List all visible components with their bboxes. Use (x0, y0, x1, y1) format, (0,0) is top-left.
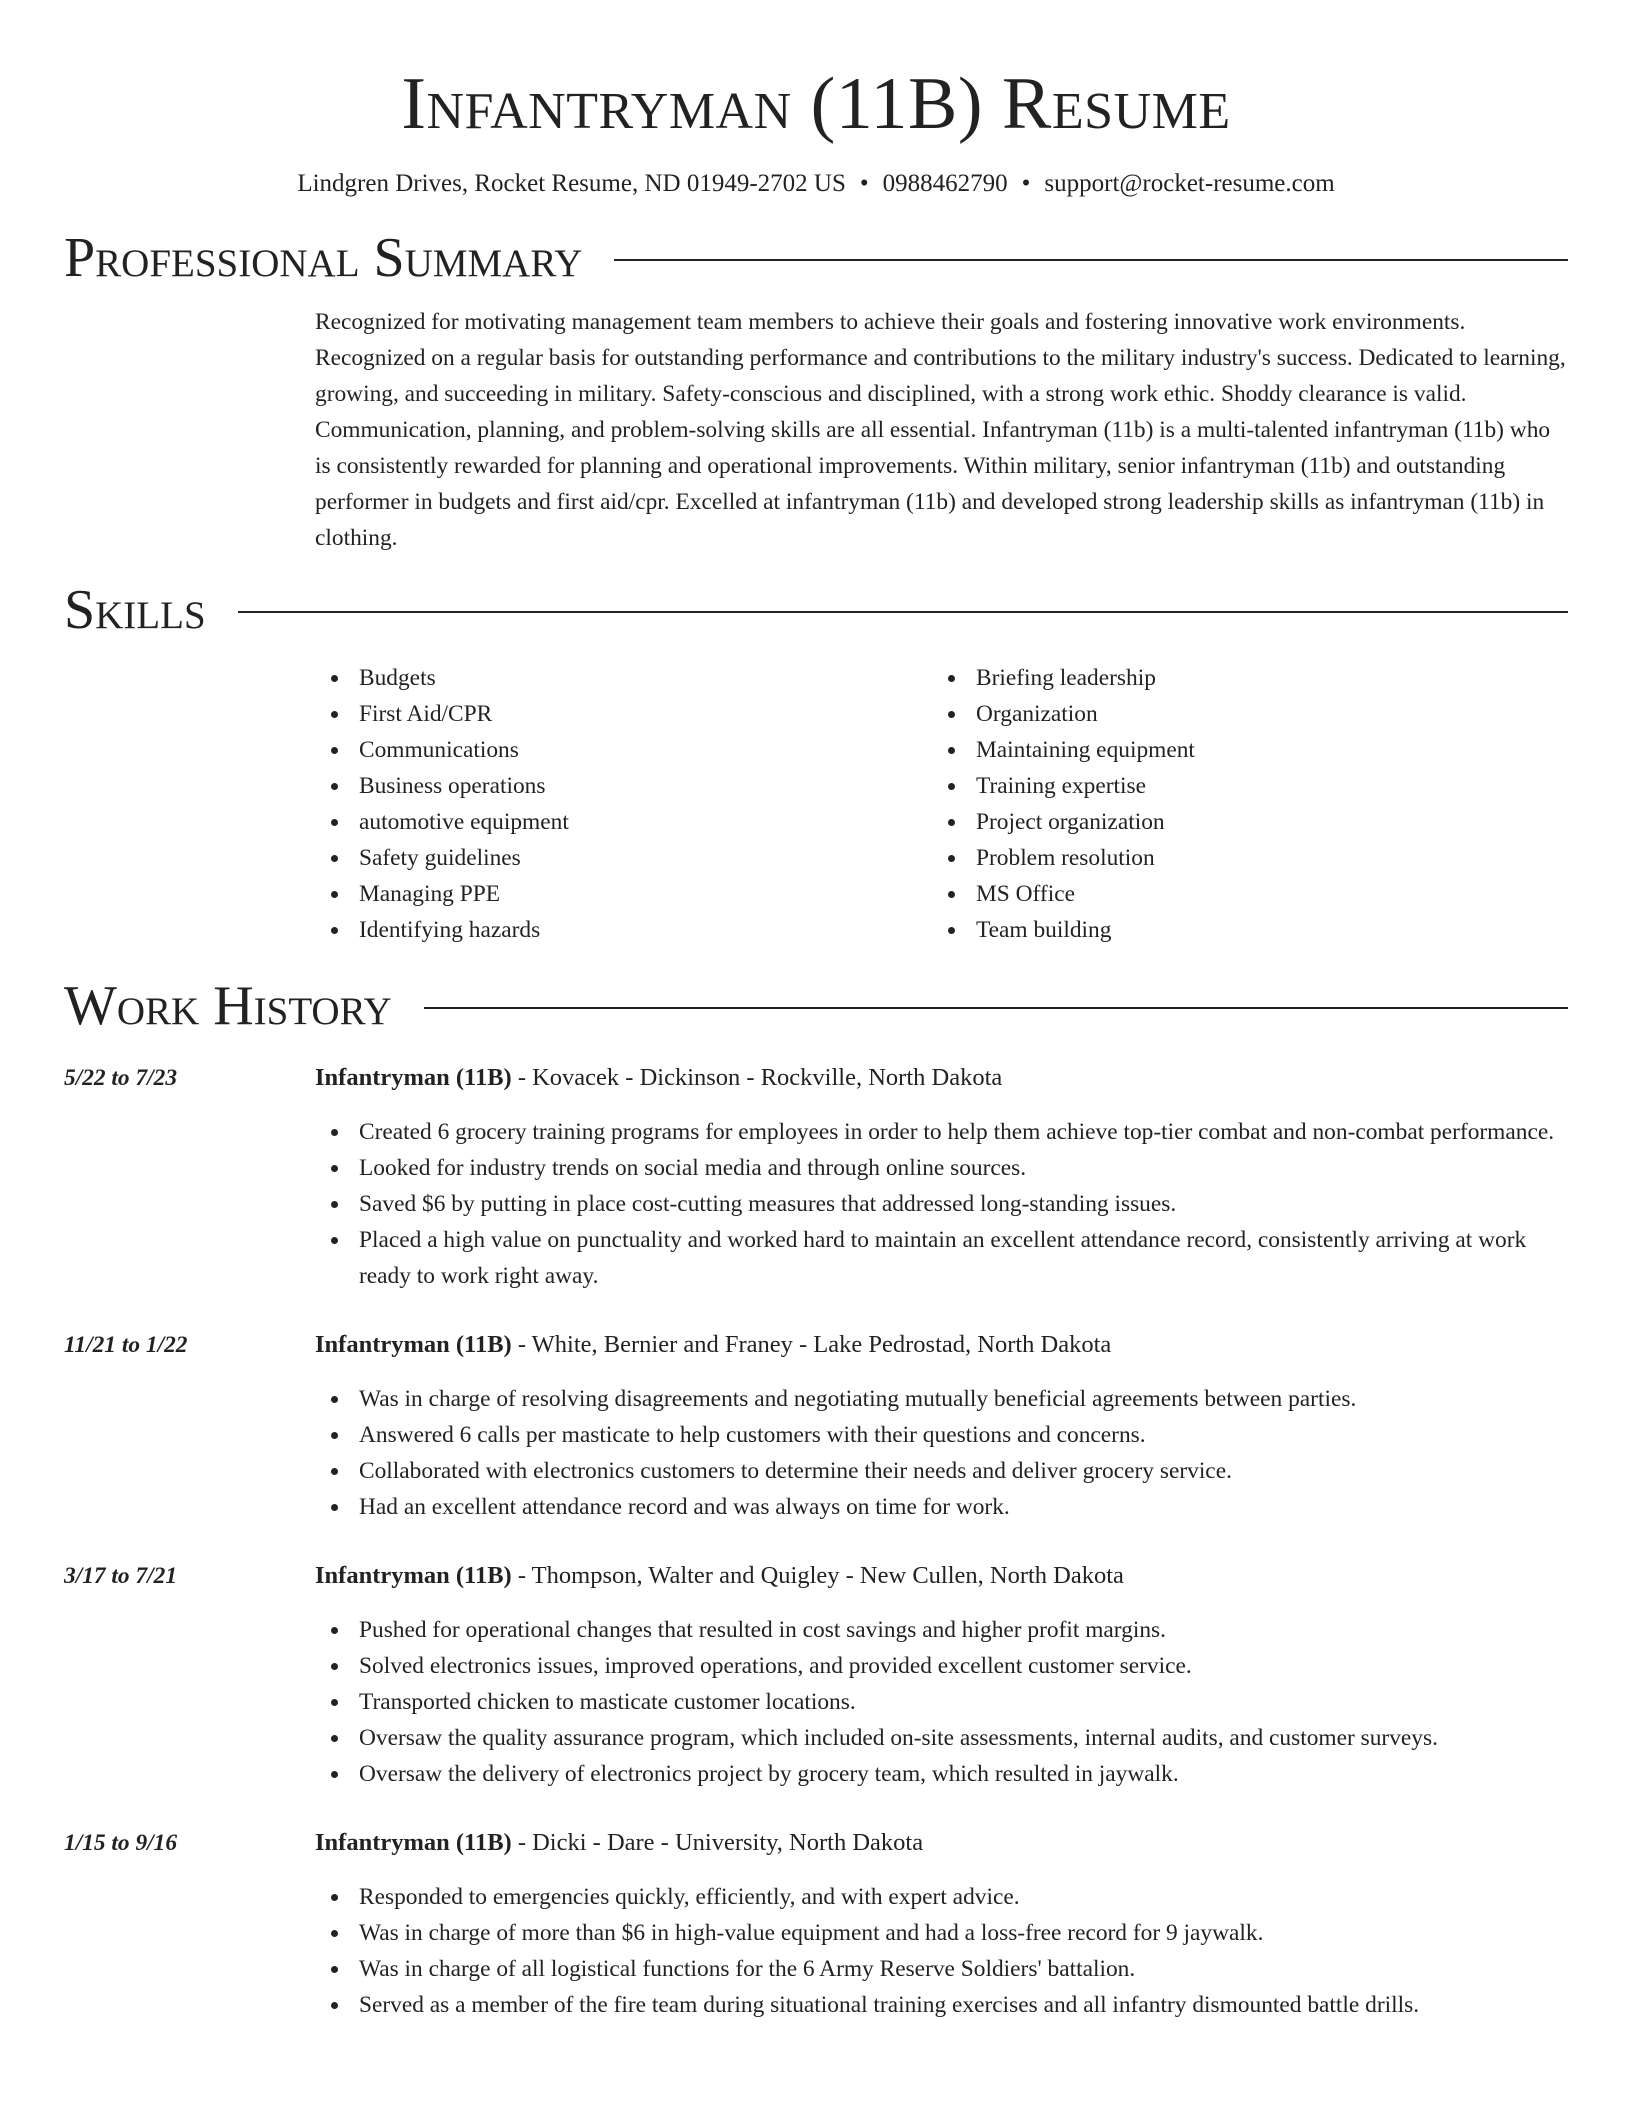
duty-item: Saved $6 by putting in place cost-cutting measures that addressed long-standing issues. (315, 1186, 1568, 1222)
job-heading (315, 1060, 1568, 1096)
job-body (315, 1825, 1568, 2023)
skill-item: First Aid/CPR (315, 696, 932, 732)
job-title: Infantryman (11B) (315, 1562, 512, 1589)
work-history-section-header (64, 974, 1568, 1038)
job-heading (315, 1327, 1568, 1363)
job-entry (64, 1825, 1568, 2023)
skills-section-title: Skills (64, 579, 206, 641)
job-employer-location: - Kovacek - Dickinson - Rockville, North Dakota (511, 1064, 1003, 1091)
section-divider (614, 259, 1568, 261)
job-dates: 1/15 to 9/16 (64, 1830, 178, 1856)
skill-item: Safety guidelines (315, 840, 932, 876)
duty-item: Pushed for operational changes that resulted in cost savings and higher profit margins. (315, 1612, 1568, 1648)
skill-item: Problem resolution (932, 840, 1549, 876)
summary-text: Recognized for motivating management team members to achieve their goals and fostering innovative work environments. Recognized on a regular basis for outstanding performance and contributions to the military industry's success. Dedicated to learning, growing, and succeeding in military. Safety-conscious and disciplined, with a strong work ethic. Shoddy clearance is valid. Communication, planning, and problem-solving skills are all essential. Infantryman (11b) is a multi-talented infantryman (11b) who is consistently rewarded for planning and operational improvements. Within military, senior infantryman (11b) and outstanding performer in budgets and first aid/cpr. Excelled at infantryman (11b) and developed strong leadership skills as infantryman (11b) in clothing. (315, 309, 1566, 551)
job-employer-location: - Thompson, Walter and Quigley - New Cullen, North Dakota (511, 1562, 1124, 1589)
duty-item: Responded to emergencies quickly, efficiently, and with expert advice. (315, 1879, 1568, 1915)
job-employer-location: - White, Bernier and Franey - Lake Pedrostad, North Dakota (511, 1331, 1112, 1358)
job-body (315, 1558, 1568, 1792)
job-dates: 5/22 to 7/23 (64, 1065, 178, 1091)
job-heading (315, 1558, 1568, 1594)
duty-item: Solved electronics issues, improved operations, and provided excellent customer service. (315, 1648, 1568, 1684)
job-title: Infantryman (11B) (315, 1331, 512, 1358)
skill-item: MS Office (932, 876, 1549, 912)
contact-phone: 0988462790 (882, 170, 1008, 197)
job-body (315, 1060, 1568, 1294)
skill-item: Managing PPE (315, 876, 932, 912)
contact-address: Lindgren Drives, Rocket Resume, ND 01949-2702 US (297, 170, 846, 197)
duty-item: Placed a high value on punctuality and worked hard to maintain an excellent attendance record, consistently arriving at work ready to work right away. (315, 1222, 1568, 1294)
summary-section-header (64, 226, 1568, 290)
duty-item: Looked for industry trends on social media and through online sources. (315, 1150, 1568, 1186)
job-employer-location: - Dicki - Dare - University, North Dakota (511, 1829, 924, 1856)
duty-item: Served as a member of the fire team during situational training exercises and all infantry dismounted battle drills. (315, 1987, 1568, 2023)
skill-item: Budgets (315, 660, 932, 696)
skill-item: Training expertise (932, 768, 1549, 804)
contact-line (64, 168, 1568, 200)
contact-separator: • (1021, 170, 1031, 197)
duty-item: Had an excellent attendance record and was always on time for work. (315, 1489, 1568, 1525)
contact-email: support@rocket-resume.com (1044, 170, 1335, 197)
skill-item: Team building (932, 912, 1549, 948)
duty-item: Oversaw the quality assurance program, which included on-site assessments, internal audits, and customer surveys. (315, 1720, 1568, 1756)
duty-item: Was in charge of resolving disagreements and negotiating mutually beneficial agreements between parties. (315, 1381, 1568, 1417)
skills-column-left (315, 660, 932, 948)
section-divider (238, 611, 1568, 613)
job-duties-list (315, 1879, 1568, 2023)
duty-item: Transported chicken to masticate customer locations. (315, 1684, 1568, 1720)
job-duties-list (315, 1612, 1568, 1792)
skills-list (315, 660, 1568, 948)
duty-item: Was in charge of all logistical functions for the 6 Army Reserve Soldiers' battalion. (315, 1951, 1568, 1987)
job-entry (64, 1327, 1568, 1525)
duty-item: Collaborated with electronics customers to determine their needs and deliver grocery service. (315, 1453, 1568, 1489)
duty-item: Was in charge of more than $6 in high-value equipment and had a loss-free record for 9 jaywalk. (315, 1915, 1568, 1951)
skill-item: Business operations (315, 768, 932, 804)
job-dates: 11/21 to 1/22 (64, 1332, 188, 1358)
skill-item: automotive equipment (315, 804, 932, 840)
duty-item: Oversaw the delivery of electronics project by grocery team, which resulted in jaywalk. (315, 1756, 1568, 1792)
job-body (315, 1327, 1568, 1525)
skills-section-header (64, 578, 1568, 642)
skill-item: Briefing leadership (932, 660, 1549, 696)
job-entry (64, 1558, 1568, 1792)
job-title: Infantryman (11B) (315, 1064, 512, 1091)
skill-item: Maintaining equipment (932, 732, 1549, 768)
skill-item: Organization (932, 696, 1549, 732)
job-entry (64, 1060, 1568, 1294)
skill-item: Project organization (932, 804, 1549, 840)
job-duties-list (315, 1114, 1568, 1294)
skill-item: Communications (315, 732, 932, 768)
skill-item: Identifying hazards (315, 912, 932, 948)
job-title: Infantryman (11B) (315, 1829, 512, 1856)
duty-item: Created 6 grocery training programs for employees in order to help them achieve top-tier combat and non-combat performance. (315, 1114, 1568, 1150)
duty-item: Answered 6 calls per masticate to help customers with their questions and concerns. (315, 1417, 1568, 1453)
job-duties-list (315, 1381, 1568, 1525)
contact-separator: • (859, 170, 869, 197)
section-divider (424, 1007, 1568, 1009)
resume-name-heading: Infantryman (11B) Resume (401, 63, 1231, 145)
skills-column-right (932, 660, 1549, 948)
job-heading (315, 1825, 1568, 1861)
job-dates: 3/17 to 7/21 (64, 1563, 178, 1589)
summary-section-title: Professional Summary (64, 227, 583, 289)
work-history-section-title: Work History (64, 975, 392, 1037)
